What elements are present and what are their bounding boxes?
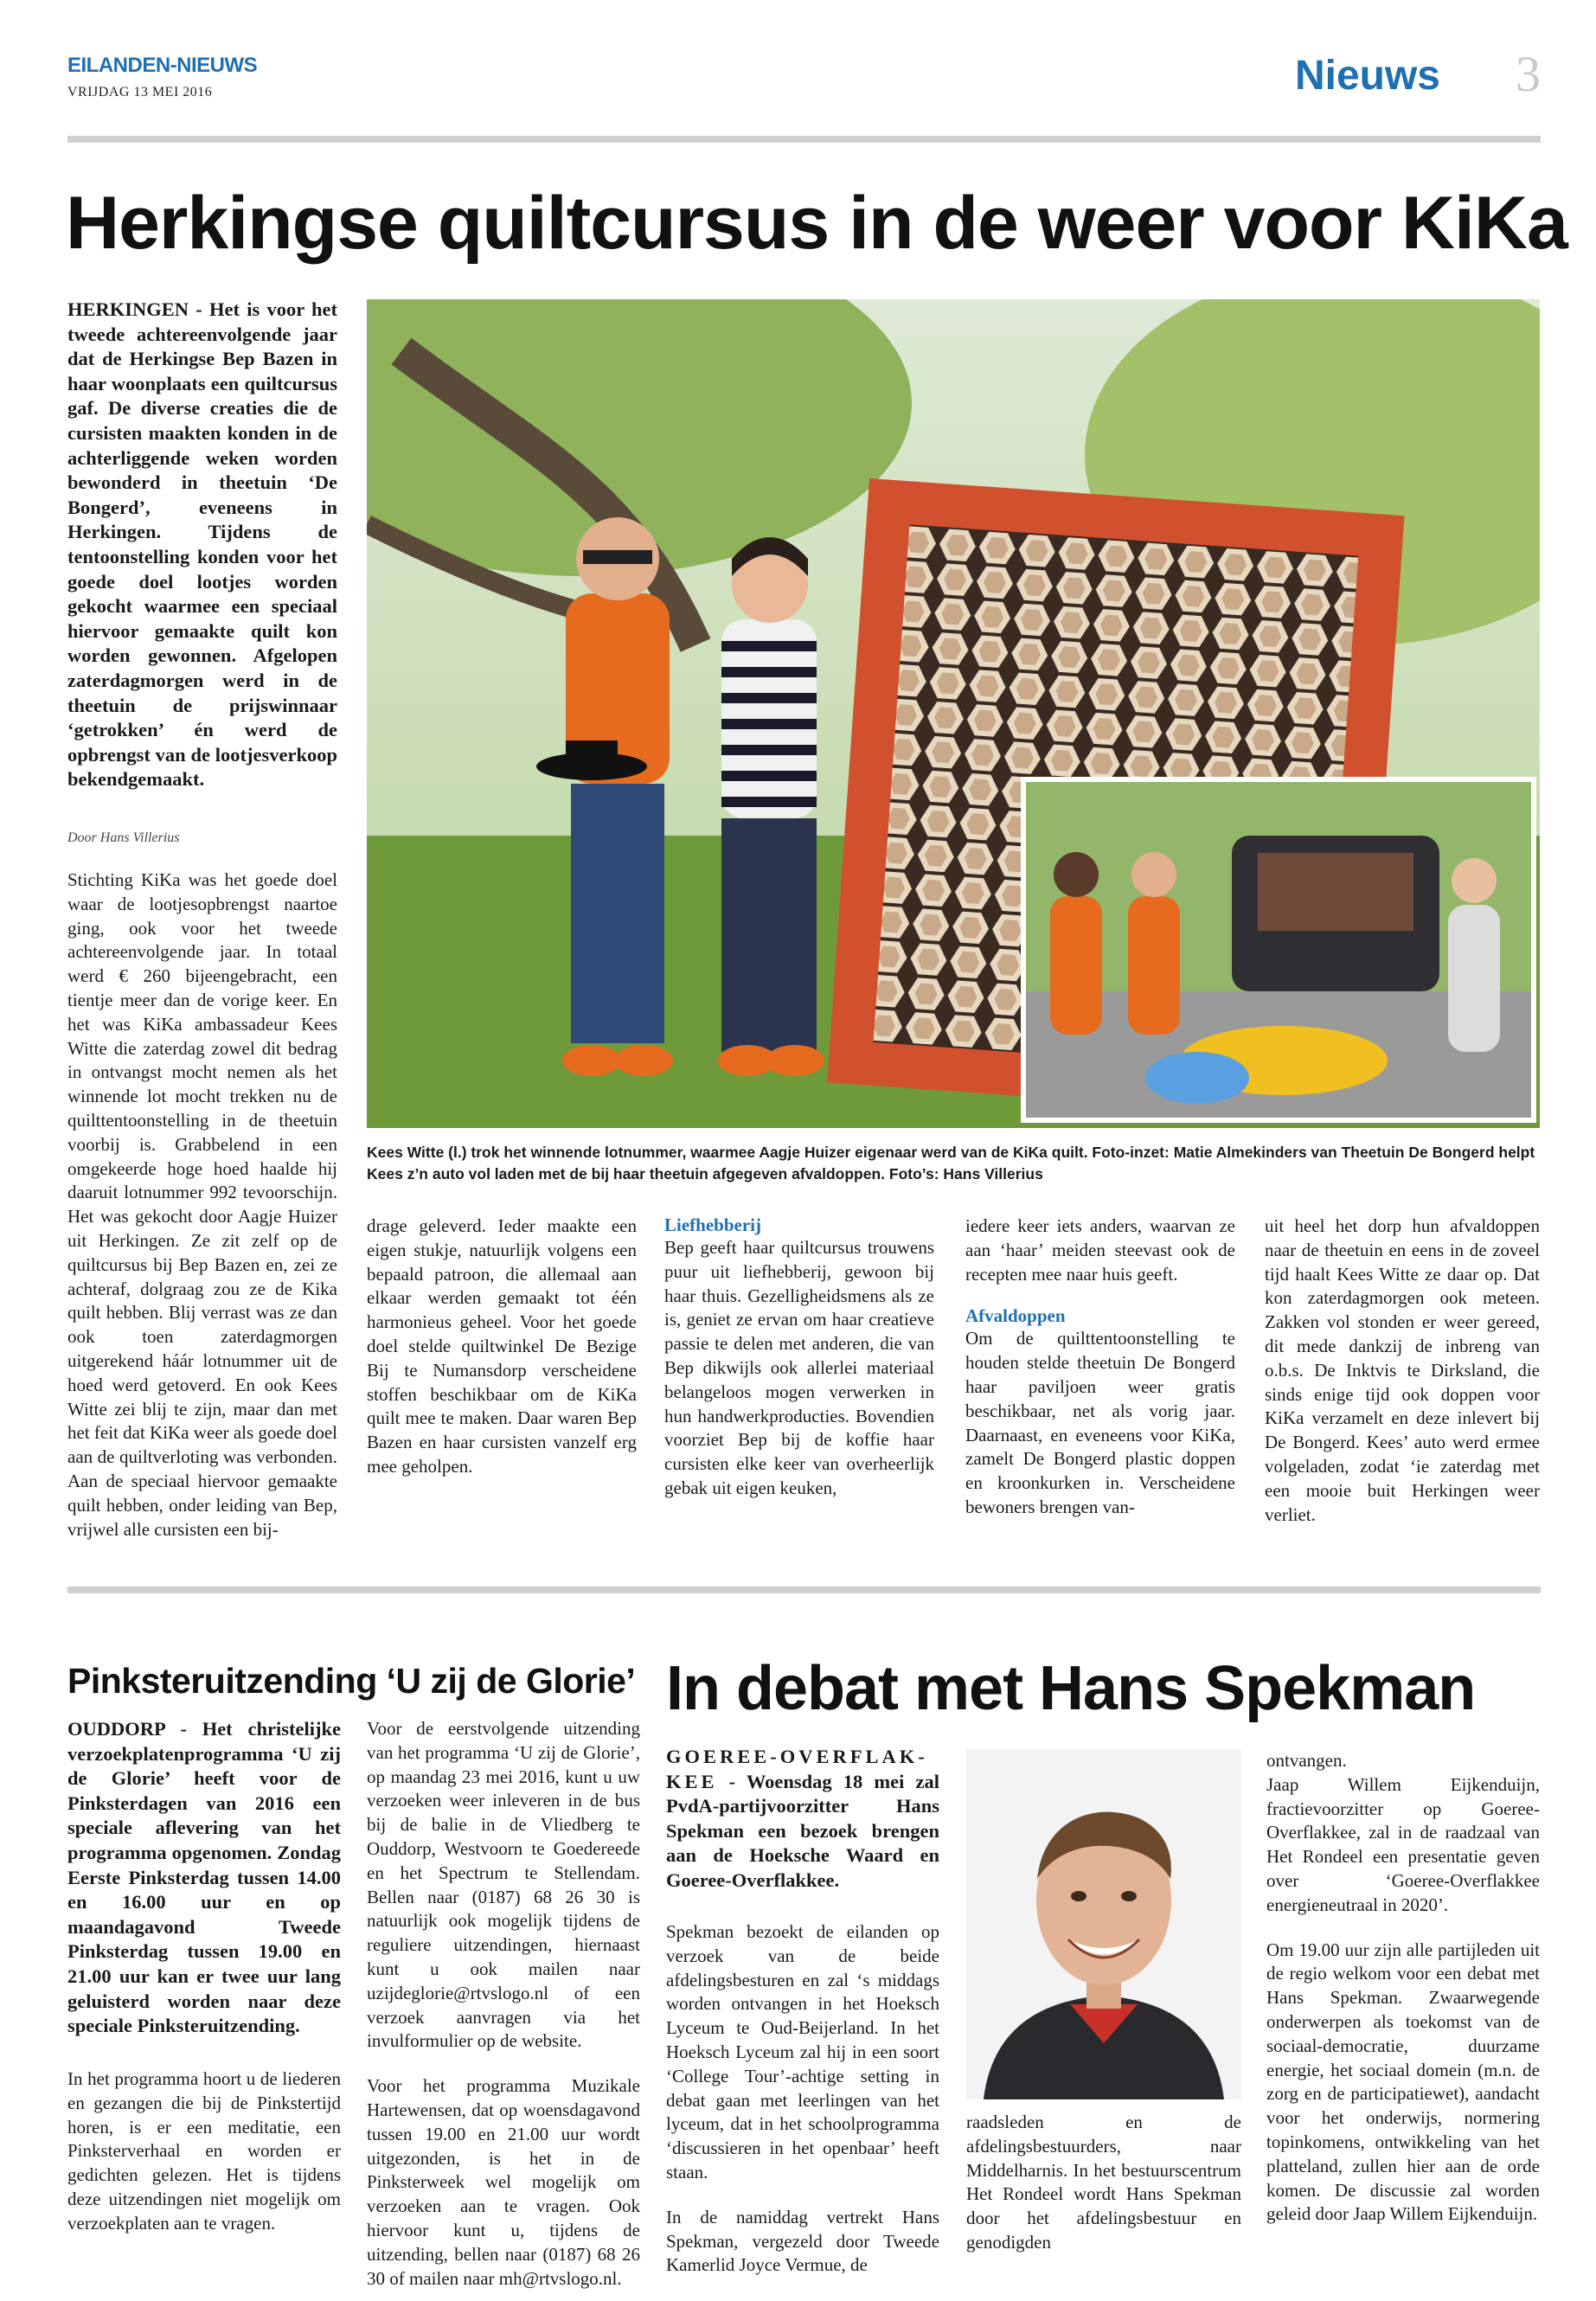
article3-col1 (666, 1920, 939, 2278)
article3-col1-p1: Spekman bezoekt de eilanden op verzoek van de beide afdelingsbesturen en zal ‘s middags worden ontvangen in het Hoeksch Lyceum te Oud-Beijerland. In het Hoeksch Lyceum zal hij in een soort ‘College Tour’-achtige setting in debat gaan met leerlingen van het lyceum, dat in het schoolprogramma ‘discussieren in het openbaar’ heeft staan. (666, 1921, 939, 2182)
article2-headline: Pinksteruitzending ‘U zij de Glorie’ (67, 1661, 636, 1701)
article3-headline: In debat met Hans Spekman (666, 1654, 1476, 1723)
article1-byline: Door Hans Villerius (67, 830, 180, 845)
article1-col3-body: Bep geeft haar quiltcursus trouwens puur uit liefhebberij, gewoon bij haar thuis. Gezelligheidsmens als ze is, geniet ze ervan om haar creatieve passie te delen met anderen, die van Bep dikwijls ook allerlei materiaal belangeloos mogen verwerken in hun handwerkproducties. Bovendien voorziet Bep bij de koffie haar cursisten elke keer van overheerlijk gebak uit eigen keuken, (664, 1237, 934, 1498)
section-label: Nieuws (1294, 53, 1440, 99)
liefhebberij-subhead: Liefhebberij (664, 1215, 761, 1235)
masthead-date: VRIJDAG 13 MEI 2016 (67, 85, 213, 99)
article3-col2: raadsleden en de afdelingsbestuurders, naar Middelharnis. In het bestuurscentrum Het Rondeel wordt Hans Spekman door het afdelingsbestuur en genodigden (966, 2112, 1241, 2253)
masthead-logo: EILANDEN-NIEUWS (67, 54, 258, 77)
article1-lead: HERKINGEN - Het is voor het tweede achtereenvolgende jaar dat de Herkingse Bep Bazen in haar woonplaats een quiltcursus gaf. De diverse creaties die de cursisten maakten konden in de achterliggende weken worden bewonderd in theetuin ‘De Bongerd’, eveneens in Herkingen. Tijdens de tentoonstelling konden voor het goede doel lootjes worden gekocht waarmee een speciaal hiervoor gemaakte quilt kon worden gewonnen. Afgelopen zaterdagmorgen werd in de theetuin de prijswinnaar ‘getrokken’ én werd de opbrengst van de lootjesverkoop bekendgemaakt. (67, 298, 337, 791)
top-rule (67, 136, 1541, 143)
article2-lead: OUDDORP - Het christelijke verzoekplatenprogramma ‘U zij de Glorie’ heeft voor de Pinksterdagen van 2016 een speciale aflevering van het programma opgenomen. Zondag Eerste Pinksterdag tussen 14.00 en 16.00 uur en op maandagavond Tweede Pinksterdag tussen 19.00 en 21.00 uur kan er twee uur lang geluisterd worden naar deze speciale Pinksteruitzending. (67, 1718, 341, 2037)
article3-col3-p3: Om 19.00 uur zijn alle partijleden uit de regio welkom voor een debat met Hans Spekman. Zwaarwegende onderwerpen als toekomst van de sociaal-democratie, duurzame energie, het sociaal domein (m.n. de zorg en de participatiewet), aandacht voor het onderwijs, normering topinkomens, ontwikkeling van het platteland, zullen hier aan de orde komen. De discussie zal worden geleid door Jaap Willem Eijkenduijn. (1266, 1939, 1540, 2225)
article1-col2: drage geleverd. Ieder maakte een eigen stukje, natuurlijk volgens een bepaald patroon, die allemaal aan elkaar werden gemaakt tot één harmonieus geheel. Voor het goede doel stelde quiltwinkel De Bezige Bij te Numansdorp verscheidene stoffen beschikbaar om de KiKa quilt mee te maken. Daar waren Bep Bazen en haar cursisten vanzelf erg mee geholpen. (367, 1215, 637, 1477)
article1-col4-body2: Om de quilttentoonstelling te houden stelde theetuin De Bongerd haar paviljoen weer gratis beschikbaar, net als vorig jaar. Daarnaast, en eveneens voor KiKa, zamelt De Bongerd plastic doppen en kroonkurken in. Verscheidene bewoners brengen van- (965, 1328, 1235, 1517)
article1-main-photo (367, 299, 1540, 1128)
article1-col3 (664, 1215, 934, 1501)
article3-col3-p1: ontvangen. (1266, 1750, 1347, 1771)
afvaldoppen-subhead: Afvaldoppen (965, 1305, 1066, 1327)
portrait-illustration (966, 1749, 1241, 2099)
article3-portrait-photo (966, 1749, 1241, 2099)
article2-col2-p1: Voor de eerstvolgende uitzending van het programma ‘U zij de Glorie’, op maandag 23 mei 2016, kunt u uw verzoeken weer inleveren in de bus bij de balie in de Vliedberg te Ouddorp, Westvoorn te Goedereede en het Spectrum te Stellendam. Bellen naar (0187) 68 26 30 is natuurlijk ook mogelijk tijdens de reguliere uitzendingen, hiernaast kunt u ook mailen naar uzijdeglorie@rtvslogo.nl of een verzoek aanvragen via het invulformulier op de website. (367, 1718, 640, 2052)
article3-col3 (1266, 1749, 1540, 2227)
middle-rule (67, 1586, 1541, 1593)
article1-headline: Herkingse quiltcursus in de weer voor KiKa (66, 182, 1567, 265)
article1-col4-body1: iedere keer iets anders, waarvan ze aan ‘haar’ meiden steevast ook de recepten mee naar huis geeft. (965, 1215, 1235, 1285)
page-number: 3 (1516, 46, 1541, 102)
article1-col4 (965, 1215, 1235, 1520)
article3-lead-text: - Woensdag 18 mei zal PvdA-partijvoorzitter Hans Spekman een bezoek brengen aan de Hoeksche Waard en Goeree-Overflakkee. (666, 1770, 939, 1891)
article3-col3-p2: Jaap Willem Eijkenduijn, fractievoorzitter op Goeree-Overflakkee, zal in de raadzaal van Het Rondeel een presentatie geven over ‘Goeree-Overflakkee energieneutraal in 2020’. (1266, 1773, 1540, 1915)
article1-col5: uit heel het dorp hun afvaldoppen naar de theetuin en eens in de zoveel tijd haalt Kees Witte ze daar op. Dat kon zaterdagmorgen ook meteen. Zakken vol stonden er weer gereed, dit mede dankzij de inbreng van o.b.s. De Inktvis te Dirksland, die sinds enige tijd ook doppen voor KiKa verzamelt en deze inlevert bij De Bongerd. Kees’ auto werd ermee volgeladen, zodat ‘ie zaterdag met een mooie buit Herkingen weer verliet. (1265, 1215, 1540, 1525)
article1-photo-caption: Kees Witte (l.) trok het winnende lotnummer, waarmee Aagje Huizer eigenaar werd van de KiKa quilt. Foto-inzet: Matie Almekinders van Theetuin De Bongerd helpt Kees z’n auto vol laden met de bij haar theetuin afgegeven afvaldoppen. Foto’s: Hans Villerius (367, 1144, 1535, 1183)
article2-body: In het programma hoort u de liederen en gezangen die bij de Pinkstertijd horen, is er een meditatie, een Pinksterverhaal en worden er gedichten gelezen. Het is tijdens deze uitzendingen niet mogelijk om verzoekplaten aan te vragen. (67, 2068, 341, 2234)
quilt-photo-illustration (367, 299, 1540, 1128)
article2-col2 (367, 1717, 640, 2291)
article1-col1: Stichting KiKa was het goede doel waar de lootjesopbrengst naartoe ging, ook voor het tweede achtereenvolgende jaar. In totaal werd € 260 bijeengebracht, een tientje meer dan de vorige keer. En het was KiKa ambassadeur Kees Witte die zaterdag zowel dit bedrag in ontvangst mocht nemen als het winnende lot mocht trekken nu de quilttentoonstelling in de theetuin voorbij is. Grabbelend in een omgekeerde hoge hoed haalde hij daaruit lotnummer 992 tevoorschijn. Het was gekocht door Aagje Huizer uit Herkingen. Ze zit zelf op de quiltcursus bij Bep Bazen en, zei ze achteraf, dolgraag zou ze de Kika quilt hebben. Blij verrast was ze dan ook toen zaterdagmorgen uitgerekend háár lotnummer uit de hoed werd getoverd. En ook Kees Witte zei blij te zijn, maar dan met het feit dat KiKa weer als goede doel aan de quiltverloting was verbonden. Aan de speciaal hiervoor gemaakte quilt hebben, onder leiding van Bep, vrijwel alle cursisten een bij- (67, 869, 337, 1540)
article2-col2-p2: Voor het programma Muzikale Hartewensen, dat op woensdagavond tussen 19.00 en 21.00 uur wordt uitgezonden, is het in de Pinksterweek wel mogelijk om verzoeken aan te vragen. Ook hiervoor kunt u, tijdens de uitzending, bellen naar (0187) 68 26 30 of mailen naar mh@rtvslogo.nl. (367, 2075, 640, 2289)
article3-lead (666, 1745, 939, 1894)
article3-col1-p2: In de namiddag vertrekt Hans Spekman, vergezeld door Tweede Kamerlid Joyce Vermue, de (666, 2206, 939, 2276)
article3-dateline: GOEREE-OVERFLAK-KEE (666, 1746, 928, 1792)
